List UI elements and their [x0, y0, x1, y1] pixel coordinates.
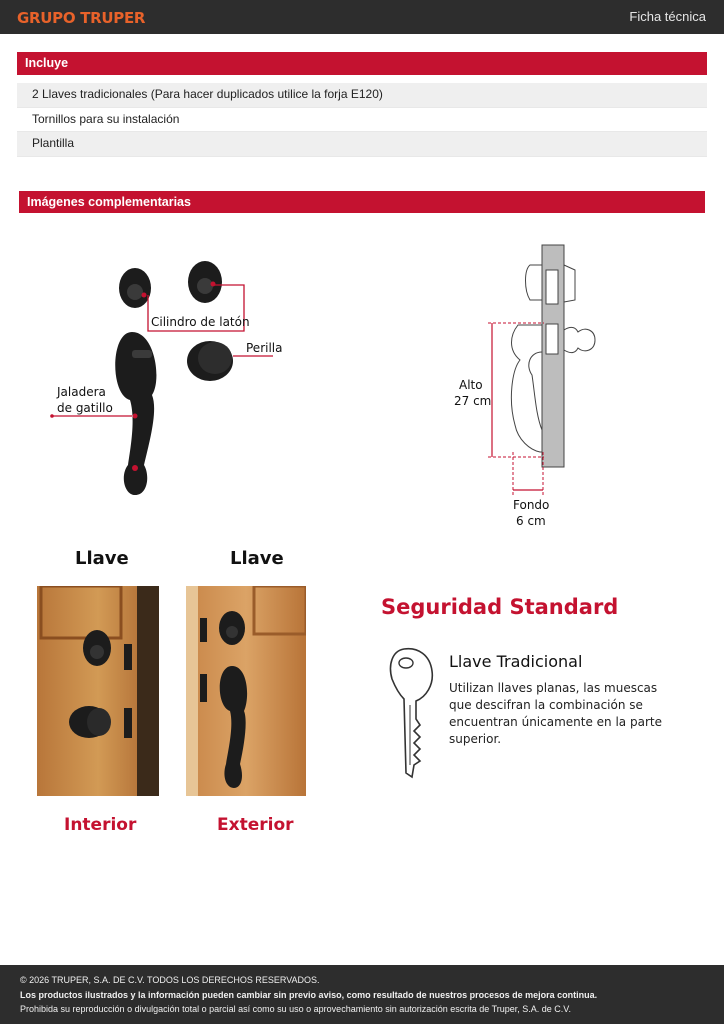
key-type-title: Llave Tradicional — [449, 652, 583, 671]
photo-title-interior: Llave — [75, 548, 129, 569]
jaladera-label-line1: Jaladera — [57, 385, 106, 399]
key-icon — [386, 645, 438, 780]
header-bar — [0, 0, 724, 34]
cilindro-label: Cilindro de latón — [151, 315, 250, 329]
doc-type-label: Ficha técnica — [629, 9, 706, 24]
list-item: Tornillos para su instalación — [17, 108, 707, 133]
exterior-door-photo — [186, 586, 306, 796]
incluye-section-title: Incluye — [17, 52, 707, 75]
list-item: Plantilla — [17, 132, 707, 157]
key-type-description: Utilizan llaves planas, las muescas que descifran la combinación se encuentran únicamente en la parte superior. — [449, 681, 662, 746]
footer — [0, 965, 724, 1024]
imagenes-section-title: Imágenes complementarias — [19, 191, 705, 213]
photo-caption-interior: Interior — [64, 815, 137, 835]
security-title: Seguridad Standard — [381, 595, 619, 619]
jaladera-label-line2: de gatillo — [57, 401, 113, 415]
footer-notice: Los productos ilustrados y la información pueden cambiar sin previo aviso, como resultado de nuestros procesos de mejora continua. — [20, 990, 598, 1000]
footer-prohibition: Prohibida su reproducción o divulgación total o parcial así como su uso o aprovechamiento sin autorización escrita de Truper, S.A. de C.V. — [20, 1004, 571, 1014]
alto-value: 27 cm — [454, 394, 492, 408]
lock-parts-illustration — [40, 250, 310, 505]
list-item: 2 Llaves tradicionales (Para hacer duplicados utilice la forja E120) — [17, 83, 707, 108]
footer-copyright: © 2026 TRUPER, S.A. DE C.V. TODOS LOS DERECHOS RESERVADOS. — [20, 975, 320, 985]
alto-label: Alto — [459, 378, 483, 392]
interior-door-photo — [37, 586, 159, 796]
perilla-label: Perilla — [246, 341, 283, 355]
fondo-label: Fondo — [513, 498, 550, 512]
photo-title-exterior: Llave — [230, 548, 284, 569]
dimension-diagram — [480, 240, 610, 500]
photo-caption-exterior: Exterior — [217, 815, 294, 835]
incluye-list — [17, 83, 707, 157]
fondo-value: 6 cm — [516, 514, 546, 528]
brand-logo: GRUPO TRUPER — [17, 9, 146, 27]
